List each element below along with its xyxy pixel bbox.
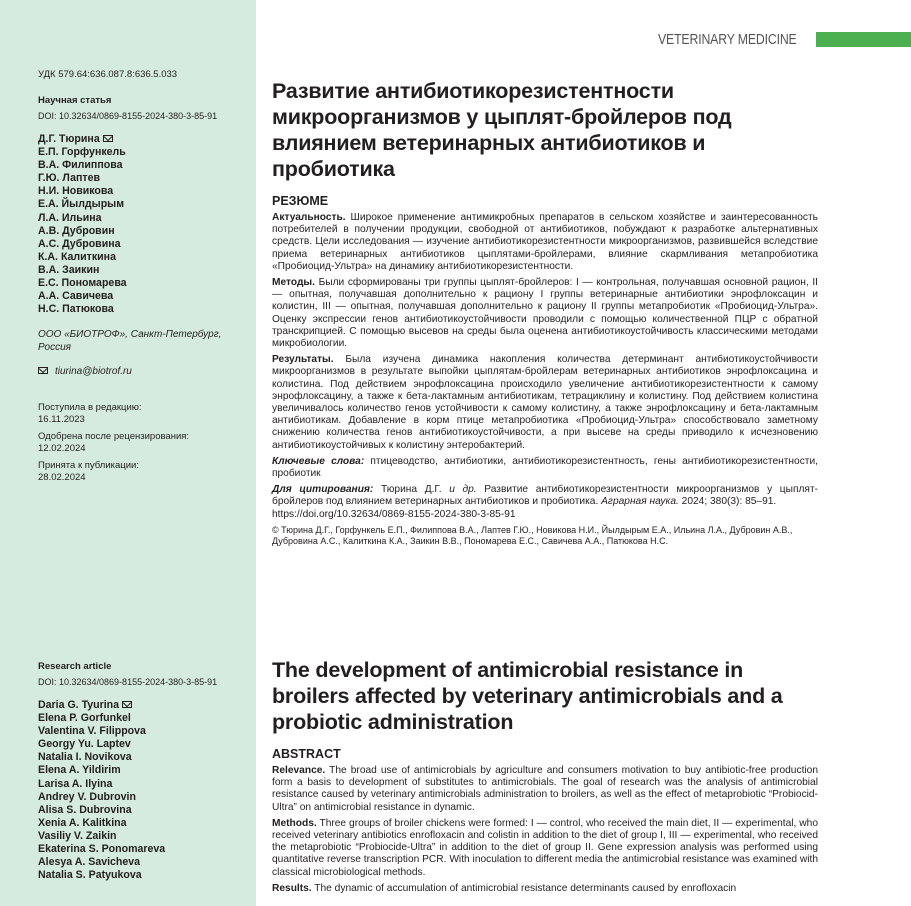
- udk-code: УДК 579.64:636.087.8:636.5.033: [38, 69, 178, 80]
- relevance-label: Актуальность.: [272, 212, 346, 223]
- received-date: 16.11.2023: [38, 414, 85, 426]
- author: Е.П. Горфункель: [38, 146, 126, 159]
- relevance-text: The broad use of antimicrobials by agriculture and consumers motivation to buy antibiotic-free production form a basis to development of substitutes to antimicrobials. The goal of research was the analysis of antimicrobial resistance caused by veterinary antimicrobials administration to broilers, as well as the effect of metaprobiotic “Probiocid-Ultra” on antimicrobial resistance in dynamic.: [272, 765, 818, 813]
- abstract-heading: РЕЗЮМЕ: [272, 194, 329, 208]
- author: А.С. Дубровина: [38, 237, 121, 250]
- keywords-label: Ключевые слова:: [272, 455, 365, 467]
- author: Vasiliy V. Zaikin: [38, 829, 117, 842]
- abstract-heading: ABSTRACT: [272, 747, 341, 761]
- relevance-text: Широкое применение антимикробных препаратов в сельском хозяйстве и заинтересованность потребителей в получении продукции, свободной от антибиотиков, побуждают к разработке альтернативных средств. Цели исследования — изучение антибиотикорезистентности микроорганизмов, развившейся вследствие приема ветеринарных антибиотиков цыплятами-бройлерами, влияние скармливания метапробиотика «Пробиоцид-Ультра» на динамику антибиотикорезистентности.: [272, 212, 818, 272]
- author: Е.А. Йылдырым: [38, 198, 125, 211]
- author: В.А. Заикин: [38, 263, 100, 276]
- author: Alesya A. Savicheva: [38, 856, 141, 869]
- approved-label: Одобрена после рецензирования:: [38, 431, 190, 443]
- keywords-text: птицеводство, антибиотики, антибиотикорезистентность, гены антибиотикорезистентности, пробиотик: [272, 455, 818, 480]
- abstract-relevance: [272, 765, 818, 814]
- relevance-label: Relevance.: [272, 765, 326, 776]
- copyright: © Тюрина Д.Г., Горфункель Е.П., Филиппова В.А., Лаптев Г.Ю., Новикова Н.И., Йылдырым Е.А., Ильина Л.А., Дубровин А.В., Дубровина А.С., Калиткина К.А., Заикин В.В., Пономарева Е.С., Савичева А.А., Патюкова Н.С.: [272, 524, 793, 547]
- citation-authors: Тюрина Д.Г.: [380, 484, 442, 496]
- article-title: Развитие антибиотикорезистентности микроорганизмов у цыплят-бройлеров под влиянием ветеринарных антибиотиков и пробиотика: [272, 79, 732, 181]
- citation-pages: 2024; 380(3): 85–91.: [681, 496, 777, 508]
- author: Н.С. Патюкова: [38, 303, 114, 316]
- publication-dates: [38, 402, 248, 484]
- abstract-methods: [272, 277, 818, 350]
- article-type: Research article: [38, 661, 112, 672]
- section-accent-bar: [816, 32, 911, 47]
- abstract-results: [272, 883, 818, 895]
- sidebar-ru: [38, 69, 248, 484]
- author: Larisa A. Ilyina: [38, 777, 113, 790]
- envelope-icon: [38, 367, 48, 374]
- results-text: Была изучена динамика накопления количества детерминант антибиотикоустойчивости микроорганизмов в результате выпойки цыплятам-бройлерам ветеринарных антибиотиков энрофлоксацина и колистина. Под действием энрофлоксацина происходило увеличение антибиотикорезистентности к самому энрофлоксацину, а также к бета-лактамным антибиотикам, тетрациклину и колистину. Под действием колистина увеличивалось количество генов устойчивости к самому колистину, а также энрофлоксацину и бета-лактамным антибиотикам. Добавление в корм птице метапробиотика «Пробиоцид-Ультра» способствовало заметному снижению количества генов антибиотикоустойчивости, а при высеве на среды приводило к исчезновению антибиотикоустойчивых к колистину энтеробактерий.: [272, 354, 818, 451]
- author-name: Daria G. Tyurina: [38, 699, 120, 711]
- keywords: [272, 456, 818, 480]
- affiliation: ООО «БИОТРОФ», Санкт-Петербург, Россия: [38, 329, 222, 354]
- received-label: Поступила в редакцию:: [38, 402, 142, 414]
- author: Ekaterina S. Ponomareva: [38, 843, 166, 856]
- citation-journal: Аграрная наука.: [601, 496, 679, 508]
- author-list: [38, 133, 248, 316]
- author-corresponding[interactable]: [38, 699, 248, 712]
- author: Natalia I. Novikova: [38, 751, 132, 764]
- methods-text: Three groups of broiler chickens were formed: I — control, who received the main diet, II — experimental, who received veterinary antibiotics enrofloxacin and colistin in addition to the diet of group I, III — experimental, who received the metaprobiotic “Probiocide-Ultra” in addition to the diet of group II. Gene expression analysis was performed using quantitative reverse transcription PCR. With inoculation to different media the antimicrobial resistance was examined with classical microbiological methods.: [272, 817, 818, 878]
- author: А.А. Савичева: [38, 290, 114, 303]
- citation-text: Развитие антибиотикорезистентности микроорганизмов у цыплят-бройлеров под влиянием ветеринарных антибиотиков и пробиотика.: [272, 484, 819, 508]
- methods-label: Methods.: [272, 817, 317, 829]
- email-address[interactable]: tiurina@biotrof.ru: [55, 366, 132, 378]
- citation-label: Для цитирования:: [272, 484, 374, 496]
- doi: DOI: 10.32634/0869-8155-2024-380-3-85-91: [38, 677, 218, 687]
- author: Е.С. Пономарева: [38, 277, 127, 290]
- results-label: Results.: [272, 882, 312, 894]
- main-en: [272, 657, 818, 899]
- author: А.В. Дубровин: [38, 224, 115, 237]
- citation-doi-link[interactable]: https://doi.org/10.32634/0869-8155-2024-380-3-85-91: [272, 508, 516, 520]
- author: В.А. Филиппова: [38, 159, 123, 172]
- author: Andrey V. Dubrovin: [38, 790, 136, 803]
- abstract-relevance: [272, 212, 818, 273]
- journal-section-label: VETERINARY MEDICINE: [658, 31, 797, 48]
- accepted-label: Принята к публикации:: [38, 460, 139, 472]
- author-list: [38, 699, 248, 882]
- author: Alisa S. Dubrovina: [38, 803, 132, 816]
- article-title: The development of antimicrobial resistance in broilers affected by veterinary antimicrobials and a probiotic administration: [272, 658, 783, 734]
- author: Л.А. Ильина: [38, 211, 102, 224]
- envelope-icon[interactable]: [103, 135, 113, 142]
- citation: [272, 484, 818, 521]
- abstract-results: [272, 354, 818, 452]
- author: Elena P. Gorfunkel: [38, 712, 131, 725]
- contact-email[interactable]: [38, 366, 248, 377]
- envelope-icon[interactable]: [122, 701, 132, 708]
- accepted-date: 28.02.2024: [38, 472, 86, 484]
- doi: DOI: 10.32634/0869-8155-2024-380-3-85-91: [38, 111, 218, 121]
- author-name: Д.Г. Тюрина: [38, 133, 100, 145]
- approved-date: 12.02.2024: [38, 443, 86, 455]
- results-label: Результаты.: [272, 354, 334, 366]
- methods-text: Были сформированы три группы цыплят-бройлеров: I — контрольная, получавшая основной рацион, II — опытная, получавшая дополнительно к рациону I группы ветеринарные антибиотики энрофлоксацин и колистин, III — опытная, получавшая дополнительно к рациону II группы метапробиотик «Пробиоцид-Ультра». Оценку экспрессии генов антибиотикоустойчивости проводили с помощью количественной ПЦР с обратной транскрипцией. С помощью высевов на среды была оценена антибиотикоустойчивость классическими методами микробиологии.: [272, 277, 818, 350]
- author-corresponding[interactable]: [38, 133, 248, 146]
- sidebar: [0, 0, 256, 906]
- author: Georgy Yu. Laptev: [38, 738, 131, 751]
- author: Natalia S. Patyukova: [38, 869, 142, 882]
- abstract-methods: [272, 818, 818, 879]
- methods-label: Методы.: [272, 277, 315, 289]
- main-ru: [272, 78, 818, 548]
- results-text: The dynamic of accumulation of antimicrobial resistance determinants caused by enrofloxacin: [314, 882, 737, 894]
- author: Xenia A. Kalitkina: [38, 816, 127, 829]
- citation-etal: и др.: [449, 484, 477, 496]
- author: К.А. Калиткина: [38, 250, 116, 263]
- article-type: Научная статья: [38, 95, 112, 106]
- author: Valentina V. Filippova: [38, 725, 146, 738]
- author: Г.Ю. Лаптев: [38, 172, 101, 185]
- author: Н.И. Новикова: [38, 185, 114, 198]
- author: Elena A. Yildirim: [38, 764, 121, 777]
- sidebar-en: [38, 661, 248, 882]
